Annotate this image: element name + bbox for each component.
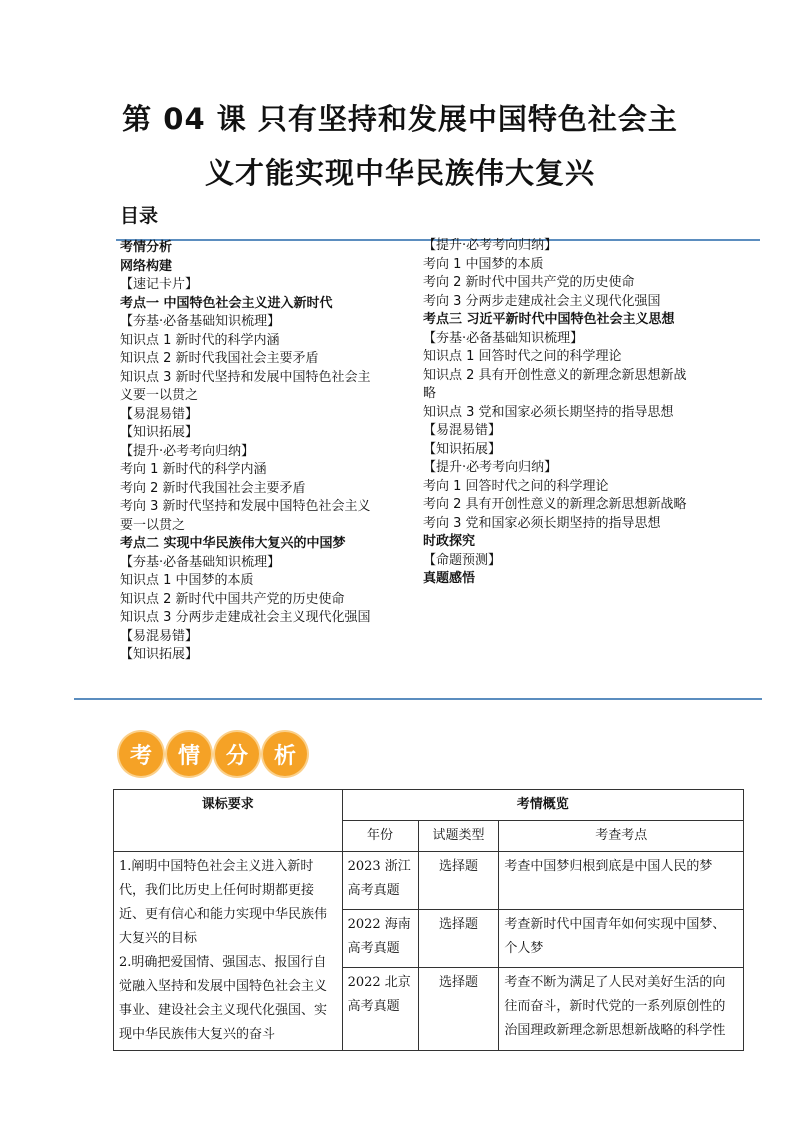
toc-item[interactable]: 时政探究 (423, 534, 476, 549)
toc-item[interactable]: 【提升·必考考向归纳】 (120, 443, 255, 459)
page-title-line-2: 义才能实现中华民族伟大复兴 (204, 156, 595, 190)
toc-bottom-rule (74, 698, 762, 700)
toc-item[interactable]: 知识点 3 分两步走建成社会主义现代化强国 (120, 610, 371, 625)
toc-heading: 目录 (120, 205, 159, 227)
toc-item[interactable]: 【易混易错】 (120, 628, 199, 644)
toc-item[interactable]: 考向 3 党和国家必须长期坚持的指导思想 (423, 515, 661, 531)
banner-char: 析 (263, 732, 307, 776)
toc-item[interactable]: 知识点 1 新时代的科学内涵 (120, 332, 280, 348)
toc-item[interactable]: 知识点 3 新时代坚持和发展中国特色社会主义要一以贯之 (120, 369, 371, 403)
toc-item[interactable]: 考向 2 具有开创性意义的新理念新思想新战略 (423, 497, 687, 512)
toc-item[interactable]: 网络构建 (120, 258, 173, 274)
row-point: 考查不断为满足了人民对美好生活的向往而奋斗，新时代党的一系列原创性的治国理政新理念新思想新战略的科学性 (499, 967, 744, 1050)
toc-item[interactable]: 知识点 2 新时代中国共产党的历史使命 (120, 591, 345, 607)
toc-item[interactable]: 考向 3 新时代坚持和发展中国特色社会主义要一以贯之 (120, 499, 371, 533)
toc-item[interactable]: 【夯基·必备基础知识梳理】 (120, 554, 281, 570)
toc-item[interactable]: 考向 1 中国梦的本质 (423, 256, 544, 272)
subheader-point: 考查考点 (499, 821, 744, 852)
toc-item[interactable]: 考向 3 分两步走建成社会主义现代化强国 (423, 293, 661, 309)
toc-item[interactable]: 考向 2 新时代中国共产党的历史使命 (423, 275, 635, 290)
toc-item[interactable]: 考情分析 (120, 240, 173, 255)
header-overview: 考情概览 (342, 790, 743, 821)
toc-item[interactable]: 【易混易错】 (423, 423, 502, 438)
row-year: 2023 浙江高考真题 (342, 852, 418, 910)
toc-item[interactable]: 考点三 习近平新时代中国特色社会主义思想 (423, 312, 675, 327)
page-title-line-1: 第 04 课 只有坚持和发展中国特色社会主 (122, 102, 678, 136)
exam-analysis-banner (119, 731, 311, 777)
toc-item[interactable]: 【命题预测】 (423, 552, 502, 568)
toc-item[interactable]: 【知识拓展】 (423, 441, 502, 457)
row-type: 选择题 (418, 852, 499, 910)
toc-item[interactable]: 【夯基·必备基础知识梳理】 (120, 314, 281, 329)
toc-item[interactable]: 【知识拓展】 (120, 647, 199, 662)
toc-item[interactable]: 考点一 中国特色社会主义进入新时代 (120, 295, 333, 311)
exam-analysis-table (113, 789, 744, 1051)
toc-item[interactable]: 知识点 2 具有开创性意义的新理念新思想新战略 (423, 367, 687, 401)
requirement-cell: 1.阐明中国特色社会主义进入新时代，我们比历史上任何时期都更接近、更有信心和能力实现中华民族伟大复兴的目标 2.明确把爱国情、强国志、报国行自觉融入坚持和发展中国特色社会主义事业、建设社会主义现代化强国、实现中华民族伟大复兴的奋斗 (114, 852, 343, 1051)
toc-item[interactable]: 考向 1 回答时代之问的科学理论 (423, 478, 609, 494)
toc-right-column (423, 237, 688, 589)
row-type: 选择题 (418, 909, 499, 967)
toc-item[interactable]: 考向 1 新时代的科学内涵 (120, 462, 267, 477)
toc-item[interactable]: 真题感悟 (423, 571, 476, 586)
toc-item[interactable]: 【速记卡片】 (120, 277, 199, 292)
toc-item[interactable]: 【夯基·必备基础知识梳理】 (423, 330, 584, 346)
toc-item[interactable]: 【提升·必考考向归纳】 (423, 238, 558, 253)
toc-item[interactable]: 【易混易错】 (120, 406, 199, 422)
header-requirement: 课标要求 (114, 790, 343, 852)
toc-item[interactable]: 知识点 1 中国梦的本质 (120, 573, 254, 588)
toc-item[interactable]: 知识点 2 新时代我国社会主要矛盾 (120, 351, 319, 366)
toc-item[interactable]: 知识点 1 回答时代之问的科学理论 (423, 349, 622, 364)
row-year: 2022 海南高考真题 (342, 909, 418, 967)
toc-item[interactable]: 【提升·必考考向归纳】 (423, 460, 558, 475)
banner-char: 分 (215, 732, 259, 776)
toc-left-column (120, 239, 382, 665)
toc-item[interactable]: 【知识拓展】 (120, 425, 199, 440)
toc-item[interactable]: 考点二 实现中华民族伟大复兴的中国梦 (120, 536, 346, 551)
row-type: 选择题 (418, 967, 499, 1050)
subheader-year: 年份 (342, 821, 418, 852)
row-point: 考查中国梦归根到底是中国人民的梦 (499, 852, 744, 910)
subheader-type: 试题类型 (418, 821, 499, 852)
toc-item[interactable]: 考向 2 新时代我国社会主要矛盾 (120, 480, 306, 496)
banner-char: 情 (167, 732, 211, 776)
toc-item[interactable]: 知识点 3 党和国家必须长期坚持的指导思想 (423, 404, 674, 420)
banner-char: 考 (119, 732, 163, 776)
row-point: 考查新时代中国青年如何实现中国梦、个人梦 (499, 909, 744, 967)
row-year: 2022 北京高考真题 (342, 967, 418, 1050)
